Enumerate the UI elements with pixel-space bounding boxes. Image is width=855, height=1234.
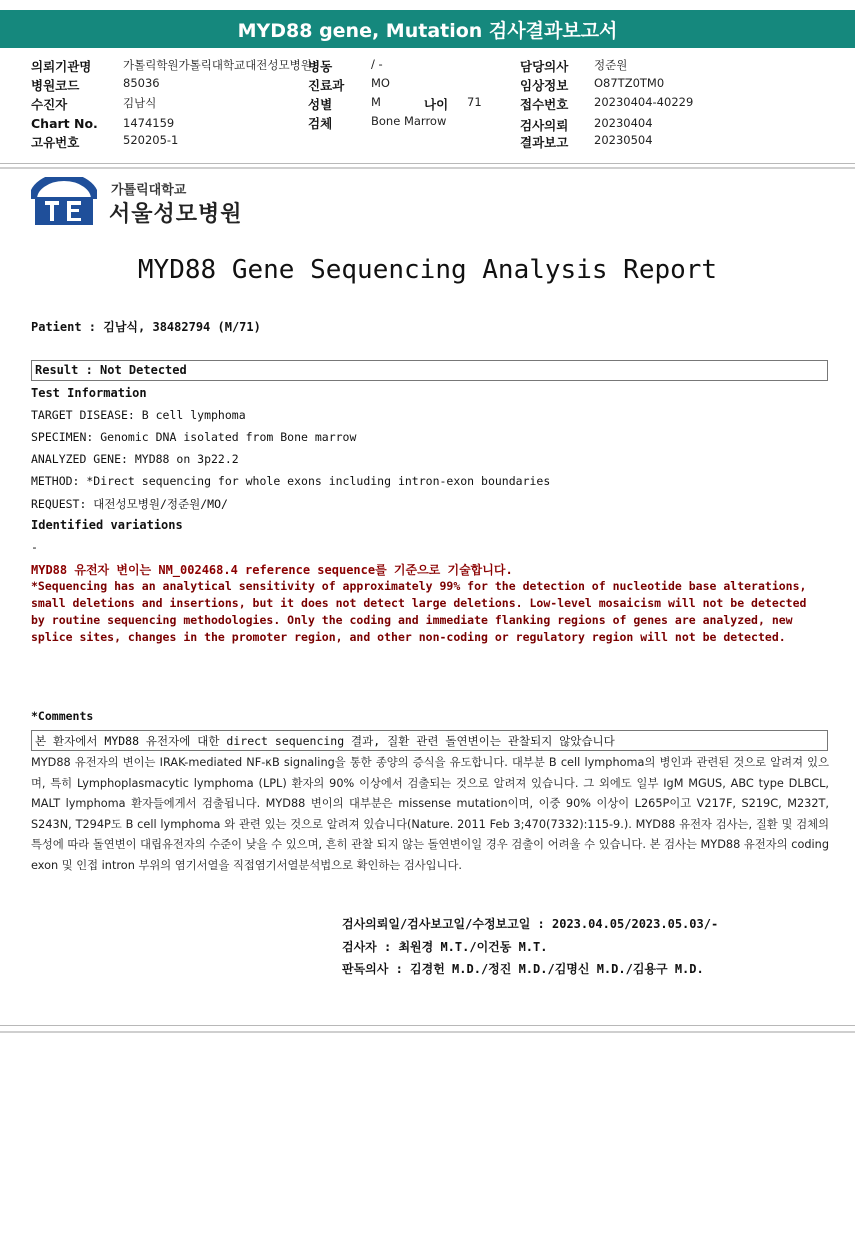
sensitivity-note: *Sequencing has an analytical sensitivity of approximately 99% for the detection of nucleotide base alterations, small deletions and insertions, but it does not detect large deletions. Low-level mosaicism will not be detected by routine sequencing methodologies. Only the coding and immediate flanking regions of genes are analyzed, new splice sites, changes in the promoter region, and other non-coding or regulatory region will not be detected. <box>31 579 807 644</box>
age-value: 71 <box>467 95 482 109</box>
patient-name-value: 김남식 <box>123 96 157 110</box>
request-date-value: 20230404 <box>594 116 653 130</box>
hospital-code-label: 병원코드 <box>31 78 80 93</box>
ward-label: 병동 <box>308 59 333 74</box>
report-date-value: 20230504 <box>594 133 653 147</box>
department-value: MO <box>371 76 390 90</box>
hospital-logo <box>31 175 251 229</box>
clinical-info-label: 임상정보 <box>520 78 569 93</box>
patient-name-label: 수진자 <box>31 97 68 112</box>
result-box: Result : Not Detected <box>31 360 828 381</box>
hospital-code-value: 85036 <box>123 76 160 90</box>
doctor-label: 담당의사 <box>520 59 569 74</box>
variations-heading: Identified variations <box>31 518 183 532</box>
chart-no-label: Chart No. <box>31 116 98 131</box>
specimen-label: 검체 <box>308 116 333 131</box>
report-date-label: 결과보고 <box>520 135 569 150</box>
specimen-value: Bone Marrow <box>371 114 447 128</box>
method-line: METHOD: *Direct sequencing for whole exons including intron-exon boundaries <box>31 474 551 488</box>
sex-value: M <box>371 95 381 109</box>
ward-value: / - <box>371 57 383 71</box>
comments-summary-box: 본 환자에서 MYD88 유전자에 대한 direct sequencing 결과, 질환 관련 돌연변이는 관찰되지 않았습니다 <box>31 730 828 751</box>
logo-hospital-text: 서울성모병원 <box>109 202 243 227</box>
logo-university-text: 가톨릭대학교 <box>111 183 187 198</box>
report-title: MYD88 Gene Sequencing Analysis Report <box>137 255 718 285</box>
hospital-name-label: 의뢰기관명 <box>31 59 92 74</box>
unique-no-label: 고유번호 <box>31 135 80 150</box>
analyzed-gene-line: ANALYZED GENE: MYD88 on 3p22.2 <box>31 452 239 466</box>
header-divider-thick <box>0 167 855 169</box>
test-info-heading: Test Information <box>31 386 147 400</box>
footer-divider <box>0 1025 855 1026</box>
receipt-no-value: 20230404-40229 <box>594 95 694 109</box>
receipt-no-label: 접수번호 <box>520 97 569 112</box>
comments-heading: *Comments <box>31 709 94 723</box>
header-divider <box>0 163 855 164</box>
variations-value: - <box>31 540 38 554</box>
unique-no-value: 520205-1 <box>123 133 179 147</box>
request-line: REQUEST: 대전성모병원/정준원/MO/ <box>31 497 228 511</box>
university-emblem-icon <box>31 177 97 227</box>
target-disease-line: TARGET DISEASE: B cell lymphoma <box>31 408 246 422</box>
signature-dates: 검사의뢰일/검사보고일/수정보고일 : 2023.04.05/2023.05.03/- <box>342 917 719 931</box>
report-title-bar: MYD88 gene, Mutation 검사결과보고서 <box>0 10 855 48</box>
report-header <box>0 48 855 166</box>
patient-line: Patient : 김남식, 38482794 (M/71) <box>31 320 261 334</box>
sex-label: 성별 <box>308 97 333 112</box>
reference-note: MYD88 유전자 변이는 NM_002468.4 reference sequence를 기준으로 기술합니다. <box>31 563 513 577</box>
comments-body: MYD88 유전자의 변이는 IRAK-mediated NF-κB signaling을 통한 종양의 증식을 유도합니다. 대부분 B cell lymphoma의 병인과 관련된 것으로 알려져 있으며, 특히 Lymphoplasmacytic lymphoma (LPL) 환자의 90% 이상에서 검출되는 것으로 알려져 있습니다. 그 외에도 일부 IgM MGUS, ABC type DLBCL, MALT lymphoma 환자들에게서 검출됩니다. MYD88 변이의 대부분은 missense mutation이며, 이중 90% 이상이 L265P이고 V217F, S219C, M232T, S243N, T294P도 B cell lymphoma 와 관련 있는 것으로 알려져 있습니다(Nature. 2011 Feb 3;470(7332):115-9.). MYD88 유전자 검사는, 질환 및 검체의 특성에 따라 돌연변이 대립유전자의 수준이 낮을 수 있으며, 흔히 관찰 되지 않는 돌연변이일 경우 검출이 어려울 수 있습니다. 본 검사는 MYD88 유전자의 coding exon 및 인접 intron 부위의 염기서열을 직접염기서열분석법으로 확인하는 검사입니다. <box>31 756 829 872</box>
specimen-line: SPECIMEN: Genomic DNA isolated from Bone marrow <box>31 430 357 444</box>
age-label: 나이 <box>424 97 449 112</box>
signature-examiner: 검사자 : 최원경 M.T./이건동 M.T. <box>342 940 548 954</box>
chart-no-value: 1474159 <box>123 116 175 130</box>
clinical-info-value: O87TZ0TM0 <box>594 76 665 90</box>
doctor-value: 정준원 <box>594 58 628 72</box>
hospital-name-value: 가톨릭학원가톨릭대학교대전성모병원 <box>123 58 312 72</box>
department-label: 진료과 <box>308 78 345 93</box>
request-date-label: 검사의뢰 <box>520 118 569 133</box>
signature-reader: 판독의사 : 김경헌 M.D./정진 M.D./김명신 M.D./김용구 M.D. <box>342 962 704 976</box>
footer-divider-thick <box>0 1031 855 1033</box>
